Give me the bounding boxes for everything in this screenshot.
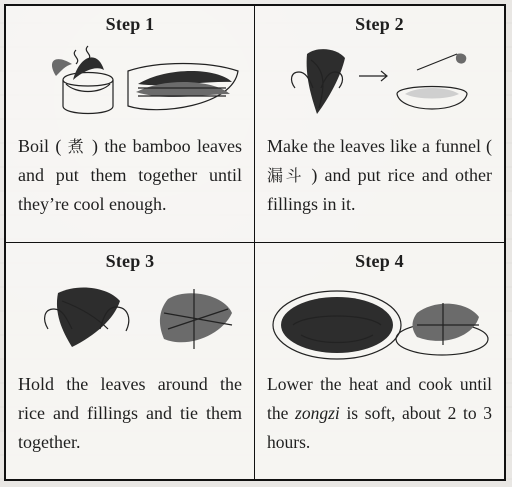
step-4-text-before: Lower the heat and cook until the <box>267 373 492 423</box>
step-2-text-after: ) and put rice and other fillings in it. <box>267 165 492 214</box>
step-2-text-zh: 漏斗 <box>267 166 305 185</box>
step-4-text-italic: zongzi <box>295 402 340 423</box>
step-3-title: Step 3 <box>105 250 155 271</box>
step-3-illustration <box>18 273 248 363</box>
step-1-title: Step 1 <box>105 14 155 34</box>
step-4-cell <box>255 243 504 480</box>
step-1-text <box>18 132 242 219</box>
step-2-cell <box>255 6 504 243</box>
step-2-illustration <box>267 36 497 126</box>
zongzi-steps-table <box>4 4 506 481</box>
step-4-text-after: is soft, about 2 to 3 hours. <box>267 402 492 452</box>
step-1-text-zh: 煮 <box>67 137 86 156</box>
step-3-cell <box>6 243 255 480</box>
step-1-illustration <box>18 36 248 126</box>
step-2-title: Step 2 <box>355 14 404 34</box>
step-1-text-before: Boil ( <box>18 136 62 156</box>
step-3-text: Hold the leaves around the rice and fillings and tie them together. <box>18 373 242 452</box>
step-4-text <box>267 370 492 457</box>
step-1-cell <box>6 6 255 243</box>
step-4-illustration <box>267 273 497 363</box>
step-1-text-after: ) the bamboo leaves and put them together until they’re cool enough. <box>18 136 242 214</box>
step-2-text-before: Make the leaves like a funnel ( <box>267 136 492 156</box>
step-2-text <box>267 132 492 219</box>
step-4-title: Step 4 <box>355 250 404 271</box>
